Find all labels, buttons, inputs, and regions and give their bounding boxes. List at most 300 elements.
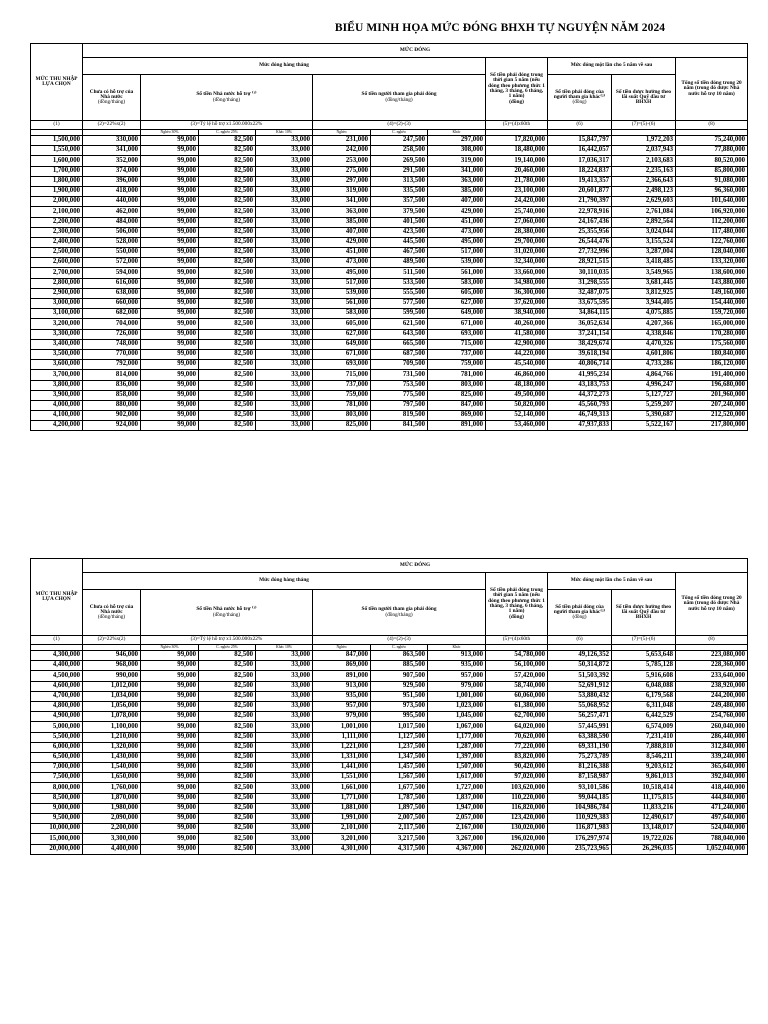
table-cell: 825,000 [428,390,486,400]
table-cell: 5,785,128 [612,661,676,671]
table-cell: 687,500 [371,349,428,359]
table-cell: 737,000 [313,380,371,390]
table-cell: 90,420,000 [486,763,548,773]
table-row [31,834,748,844]
table-cell: 4,600,000 [31,681,83,691]
header-tien-nguoi-khac [548,75,612,121]
table-cell: 308,000 [428,146,486,156]
table-cell: 1,760,000 [83,783,141,793]
table-cell: 891,000 [313,671,371,681]
table-cell: 82,500 [199,349,256,359]
table-cell: 1,045,000 [428,712,486,722]
header-muc-dong: MỨC ĐÓNG [83,559,748,573]
table-cell: 33,000 [256,390,313,400]
table-cell: 149,160,000 [676,288,748,298]
table-cell: 1,972,203 [612,136,676,146]
table-cell: 123,420,000 [486,814,548,824]
table-cell: 1,001,000 [428,691,486,701]
table-cell: 5,127,727 [612,390,676,400]
table-row [31,411,748,421]
table-cell: 495,000 [428,237,486,247]
table-cell: 19,140,000 [486,156,548,166]
table-cell: 341,000 [313,197,371,207]
table-cell: 709,500 [371,360,428,370]
table-cell: 19,722,026 [612,834,676,844]
table-cell: 4,400,000 [83,844,141,854]
table-cell: 4,900,000 [31,712,83,722]
header-tien-5nam [486,573,548,636]
table-cell: 50,314,872 [548,661,612,671]
table-cell: 201,960,000 [676,390,748,400]
table-cell: 2,117,500 [371,824,428,834]
table-cell: 53,880,432 [548,691,612,701]
header-nha-nuoc [141,590,313,636]
table-cell: 3,300,000 [83,834,141,844]
table-cell: 99,000 [141,701,199,711]
table-cell: 82,500 [199,681,256,691]
table-cell: 231,000 [313,136,371,146]
contribution-table-1 [30,43,748,431]
table-cell: 814,000 [83,370,141,380]
header-chua-ho-tro [83,75,141,121]
table-cell: 847,000 [428,400,486,410]
table-cell: 99,000 [141,380,199,390]
table-cell: 1,727,000 [428,783,486,793]
table-cell: 82,500 [199,380,256,390]
table-row [31,712,748,722]
table-row [31,186,748,196]
table-cell: 99,000 [141,248,199,258]
table-cell: 99,000 [141,207,199,217]
table-cell: 3,812,925 [612,288,676,298]
header-tien-5nam-unit: (đồng) [509,613,524,620]
table-cell: 260,040,000 [676,722,748,732]
table-cell: 82,500 [199,258,256,268]
table-cell: 275,000 [313,166,371,176]
table-cell: 715,000 [313,370,371,380]
table-cell: 25,740,000 [486,207,548,217]
table-cell: 33,000 [256,329,313,339]
table-cell: 467,500 [371,248,428,258]
table-cell: 627,000 [313,329,371,339]
table-cell: 29,700,000 [486,237,548,247]
table-cell: 99,000 [141,651,199,661]
table-cell: 803,000 [313,411,371,421]
table-cell: 506,000 [83,227,141,237]
header-hang-thang: Mức đóng hàng tháng [83,58,486,75]
table-cell: 99,000 [141,339,199,349]
table-cell: 5,500,000 [31,732,83,742]
table-cell: 20,000,000 [31,844,83,854]
table-cell: 82,500 [199,390,256,400]
table-cell: 82,500 [199,752,256,762]
table-cell: 48,180,000 [486,380,548,390]
table-cell: 81,216,388 [548,763,612,773]
table-cell: 682,000 [83,309,141,319]
table-cell: 1,550,000 [31,146,83,156]
table-cell: 979,000 [428,681,486,691]
table-cell: 7,888,810 [612,742,676,752]
table-cell: 60,060,000 [486,691,548,701]
table-cell: 133,320,000 [676,258,748,268]
table-cell: 3,217,500 [371,834,428,844]
table-cell: 693,000 [428,329,486,339]
table-cell: 1,052,040,000 [676,844,748,854]
table-cell: 407,000 [313,227,371,237]
table-cell: 116,871,983 [548,824,612,834]
table-cell: 489,500 [371,258,428,268]
table-cell: 1,507,000 [428,763,486,773]
table-cell: 52,140,000 [486,411,548,421]
table-cell: 82,500 [199,814,256,824]
table-cell: 1,837,000 [428,793,486,803]
table-cell: 1,800,000 [31,176,83,186]
table-cell: 99,000 [141,722,199,732]
header-chua-ho-tro-text: Chưa có hỗ trợ của Nhà nước [89,88,134,100]
table-cell: 33,000 [256,268,313,278]
table-header [31,559,748,651]
table-cell: 775,500 [371,390,428,400]
table-row [31,651,748,661]
col-index-3: (3)=Tỷ lệ hỗ trợ x1.500.000x22% [141,121,313,130]
table-row [31,793,748,803]
table-cell: 99,000 [141,237,199,247]
table-cell: 18,224,837 [548,166,612,176]
table-cell: 99,000 [141,763,199,773]
header-nguoi-tham-gia-text: Số tiền người tham gia phải đóng [361,91,437,98]
table-cell: 33,000 [256,783,313,793]
table-cell: 82,500 [199,309,256,319]
table-cell: 42,900,000 [486,339,548,349]
header-hang-thang: Mức đóng hàng tháng [83,573,486,590]
table-cell: 495,000 [313,268,371,278]
table-cell: 1,067,000 [428,722,486,732]
table-cell: 116,820,000 [486,803,548,813]
table-cell: 1,237,500 [371,742,428,752]
table-cell: 2,057,000 [428,814,486,824]
table-cell: 392,040,000 [676,773,748,783]
table-cell: 82,500 [199,197,256,207]
table-cell: 4,500,000 [31,671,83,681]
table-cell: 797,500 [371,400,428,410]
table-cell: 43,183,753 [548,380,612,390]
table-row [31,742,748,752]
table-cell: 34,980,000 [486,278,548,288]
table-cell: 3,944,405 [612,299,676,309]
header-tien-nguoi-khac-unit: (đồng) [572,99,587,106]
table-cell: 605,000 [428,288,486,298]
table-cell: 99,000 [141,156,199,166]
table-cell: 990,000 [83,671,141,681]
table-cell: 33,000 [256,248,313,258]
table-cell: 451,000 [313,248,371,258]
table-cell: 902,000 [83,411,141,421]
table-cell: 4,100,000 [31,411,83,421]
header-muc-thu: MỨC THU NHẬP LỰA CHỌN [31,44,83,121]
table-cell: 82,500 [199,691,256,701]
table-cell: 165,000,000 [676,319,748,329]
table-cell: 186,120,000 [676,360,748,370]
table-cell: 8,500,000 [31,793,83,803]
table-cell: 82,500 [199,793,256,803]
table-row [31,146,748,156]
table-cell: 339,240,000 [676,752,748,762]
table-cell: 995,500 [371,712,428,722]
table-cell: 106,920,000 [676,207,748,217]
table-cell: 365,640,000 [676,763,748,773]
table-cell: 869,000 [428,411,486,421]
table-cell: 110,220,000 [486,793,548,803]
table-cell: 33,000 [256,752,313,762]
table-cell: 4,338,846 [612,329,676,339]
table-cell: 99,000 [141,773,199,783]
table-cell: 885,500 [371,661,428,671]
table-cell: 46,860,000 [486,370,548,380]
table-cell: 539,000 [313,288,371,298]
table-cell: 759,000 [428,360,486,370]
table-cell: 33,000 [256,380,313,390]
table-cell: 3,287,004 [612,248,676,258]
header-chua-ho-tro-unit: (đồng/tháng) [97,614,126,621]
table-cell: 2,892,564 [612,217,676,227]
table-cell: 1,012,000 [83,681,141,691]
table-cell: 99,000 [141,752,199,762]
table-cell: 99,000 [141,186,199,196]
table-cell: 1,127,500 [371,732,428,742]
table-cell: 99,000 [141,834,199,844]
header-tien-5nam [486,58,548,121]
table-cell: 33,000 [256,258,313,268]
table-cell: 99,000 [141,671,199,681]
table-cell: 33,000 [256,146,313,156]
table-row [31,136,748,146]
table-row [31,671,748,681]
table-cell: 3,267,000 [428,834,486,844]
table-cell: 82,500 [199,824,256,834]
table-cell: 1,001,000 [313,722,371,732]
table-cell: 50,820,000 [486,400,548,410]
table-cell: 1,210,000 [83,732,141,742]
table-cell: 649,000 [313,339,371,349]
table-cell: 3,900,000 [31,390,83,400]
table-cell: 1,111,000 [313,732,371,742]
table-cell: 297,000 [313,176,371,186]
table-cell: 58,740,000 [486,681,548,691]
table-row [31,299,748,309]
table-cell: 1,677,500 [371,783,428,793]
table-cell: 17,820,000 [486,136,548,146]
table-cell: 75,240,000 [676,136,748,146]
table-cell: 291,500 [371,166,428,176]
table-cell: 82,500 [199,834,256,844]
table-row [31,691,748,701]
table-cell: 21,790,397 [548,197,612,207]
sub-ngheo: Nghèo 30% [141,130,199,136]
table-cell: 1,771,000 [313,793,371,803]
table-cell: 946,000 [83,651,141,661]
table-cell: 82,500 [199,370,256,380]
table-cell: 497,640,000 [676,814,748,824]
table-cell: 130,020,000 [486,824,548,834]
table-cell: 4,367,000 [428,844,486,854]
table-cell: 1,787,500 [371,793,428,803]
header-nha-nuoc-unit: (đồng/tháng) [212,611,241,618]
table-cell: 22,978,916 [548,207,612,217]
table-cell: 54,780,000 [486,651,548,661]
table-cell: 82,500 [199,299,256,309]
table-cell: 1,457,500 [371,763,428,773]
table-cell: 61,380,000 [486,701,548,711]
table-cell: 3,155,524 [612,237,676,247]
table-cell: 82,500 [199,319,256,329]
table-cell: 33,000 [256,360,313,370]
table-cell: 99,000 [141,288,199,298]
col-index-5: (5)=(4)x60th [486,636,548,645]
table-cell: 37,620,000 [486,299,548,309]
table-cell: 935,000 [428,661,486,671]
sub-can-ngheo-2: C. nghèo [371,130,428,136]
table-row [31,400,748,410]
table-cell: 175,560,000 [676,339,748,349]
table-cell: 191,400,000 [676,370,748,380]
table-cell: 217,800,000 [676,421,748,431]
header-tien-nguoi-khac [548,590,612,636]
table-cell: 357,500 [371,197,428,207]
table-cell: 62,700,000 [486,712,548,722]
header-nha-nuoc-unit: (đồng/tháng) [212,96,241,103]
table-cell: 1,078,000 [83,712,141,722]
table-cell: 269,500 [371,156,428,166]
col-index-3: (3)=Tỷ lệ hỗ trợ x1.500.000x22% [141,636,313,645]
table-cell: 2,235,163 [612,166,676,176]
table-cell: 572,000 [83,258,141,268]
table-cell: 951,500 [371,691,428,701]
table-cell: 788,040,000 [676,834,748,844]
table-cell: 56,100,000 [486,661,548,671]
table-cell: 45,540,000 [486,360,548,370]
table-cell: 77,880,000 [676,146,748,156]
sub-can-ngheo: C. nghèo 25% [199,130,256,136]
table-cell: 82,500 [199,227,256,237]
table-cell: 38,940,000 [486,309,548,319]
table-cell: 37,241,154 [548,329,612,339]
table-cell: 44,372,273 [548,390,612,400]
header-nguoi-tham-gia-unit: (đồng/tháng) [385,611,413,618]
table-cell: 23,100,000 [486,186,548,196]
table-cell: 550,000 [83,248,141,258]
table-cell: 379,500 [371,207,428,217]
table-cell: 82,500 [199,844,256,854]
table-cell: 3,600,000 [31,360,83,370]
table-cell: 737,000 [428,349,486,359]
table-cell: 4,317,500 [371,844,428,854]
table-cell: 99,000 [141,783,199,793]
table-cell: 122,760,000 [676,237,748,247]
table-cell: 33,000 [256,834,313,844]
table-cell: 262,020,000 [486,844,548,854]
table-cell: 82,500 [199,651,256,661]
table-row [31,844,748,854]
table-cell: 99,000 [141,421,199,431]
table-cell: 33,000 [256,844,313,854]
table-cell: 6,500,000 [31,752,83,762]
table-cell: 99,000 [141,742,199,752]
col-index-6: (6) [548,121,612,130]
table-row [31,380,748,390]
table-cell: 313,500 [371,176,428,186]
table-cell: 33,000 [256,156,313,166]
table-cell: 33,000 [256,661,313,671]
table-row [31,732,748,742]
table-cell: 1,617,000 [428,773,486,783]
table-cell: 33,000 [256,400,313,410]
table-row [31,237,748,247]
table-cell: 715,000 [428,339,486,349]
table-cell: 665,500 [371,339,428,349]
table-cell: 2,366,643 [612,176,676,186]
table-cell: 99,000 [141,166,199,176]
table-cell: 599,500 [371,309,428,319]
table-cell: 17,036,317 [548,156,612,166]
header-mot-lan: Mức đóng một lần cho 5 năm về sau [548,58,676,75]
table-cell: 5,259,207 [612,400,676,410]
table-cell: 33,000 [256,176,313,186]
table-cell: 82,500 [199,400,256,410]
table-cell: 33,000 [256,237,313,247]
table-cell: 180,840,000 [676,349,748,359]
table-cell: 341,000 [83,146,141,156]
table-cell: 748,000 [83,339,141,349]
table-cell: 649,000 [428,309,486,319]
table-cell: 473,000 [428,227,486,237]
table-cell: 45,560,793 [548,400,612,410]
table-cell: 82,500 [199,329,256,339]
table-cell: 254,760,000 [676,712,748,722]
table-cell: 82,500 [199,146,256,156]
header-mot-lan: Mức đóng một lần cho 5 năm về sau [548,573,676,590]
table-row [31,681,748,691]
table-cell: 99,000 [141,803,199,813]
table-cell: 484,000 [83,217,141,227]
table-cell: 3,201,000 [313,834,371,844]
table-cell: 25,355,956 [548,227,612,237]
table-cell: 69,331,190 [548,742,612,752]
table-cell: 841,500 [371,421,428,431]
table-cell: 34,864,115 [548,309,612,319]
table-cell: 32,487,075 [548,288,612,298]
table-cell: 891,000 [428,421,486,431]
table-cell: 33,000 [256,701,313,711]
table-cell: 858,000 [83,390,141,400]
table-cell: 3,681,445 [612,278,676,288]
table-cell: 117,480,000 [676,227,748,237]
table-cell: 5,390,687 [612,411,676,421]
table-cell: 924,000 [83,421,141,431]
table-cell: 99,000 [141,258,199,268]
table-cell: 51,503,392 [548,671,612,681]
table-cell: 1,056,000 [83,701,141,711]
table-cell: 99,000 [141,360,199,370]
sub-khac-2: Khác [428,130,486,136]
header-muc-thu: MỨC THU NHẬP LỰA CHỌN [31,559,83,636]
table-cell: 2,167,000 [428,824,486,834]
table-cell: 4,601,806 [612,349,676,359]
table-cell: 312,840,000 [676,742,748,752]
table-cell: 96,360,000 [676,186,748,196]
table-cell: 8,000,000 [31,783,83,793]
table-row [31,197,748,207]
col-index-7: (7)=(5)-(6) [612,121,676,130]
